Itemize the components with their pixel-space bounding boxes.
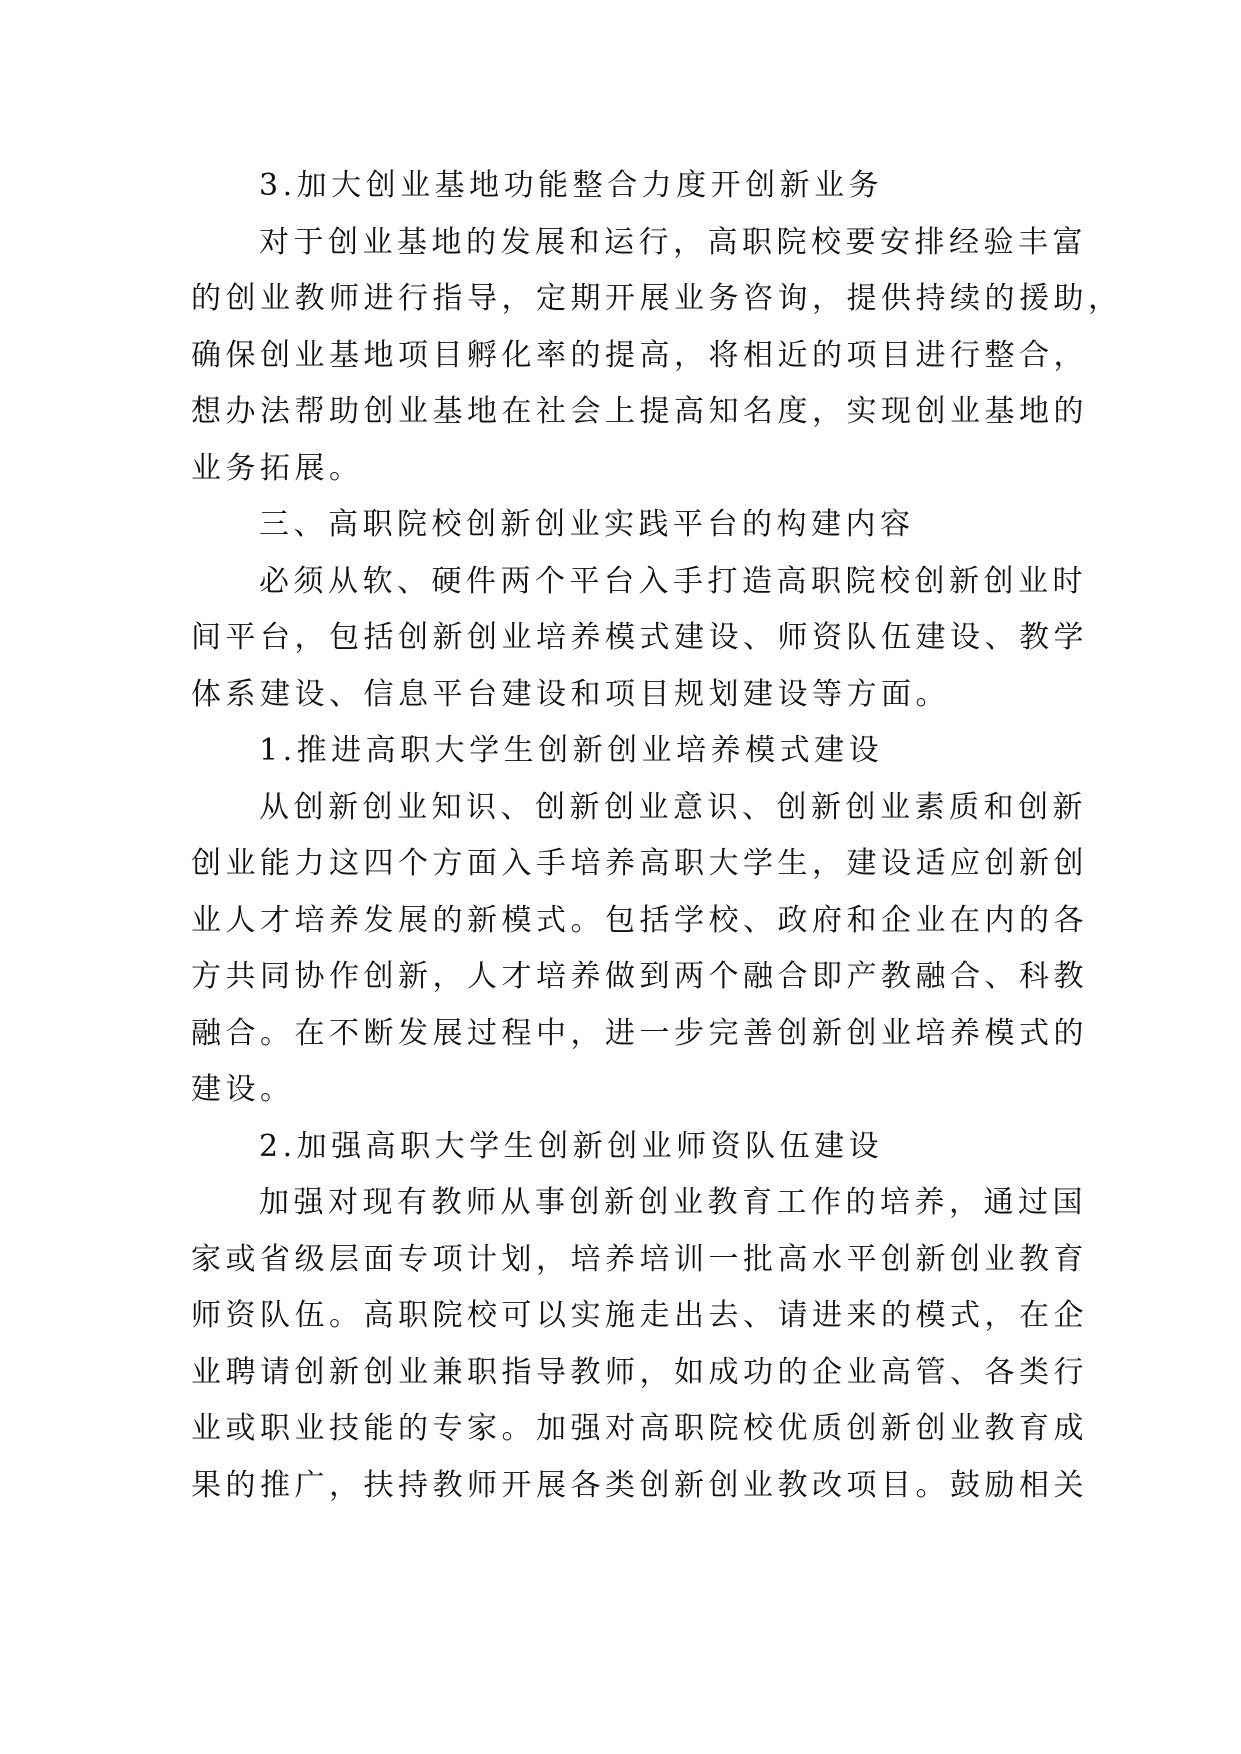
body-paragraph bbox=[191, 1175, 1088, 1514]
text-line: 必须从软、硬件两个平台入手打造高职院校创新创业时 bbox=[259, 563, 1087, 599]
document-body bbox=[191, 158, 1123, 1514]
text-line: 间平台，包括创新创业培养模式建设、师资队伍建设、教学 bbox=[191, 620, 1088, 655]
text-line: 师资队伍。高职院校可以实施走出去、请进来的模式，在企 bbox=[191, 1298, 1088, 1333]
text-line: 业人才培养发展的新模式。包括学校、政府和企业在内的各 bbox=[191, 902, 1088, 938]
text-line: 加强对现有教师从事创新创业教育工作的培养，通过国 bbox=[259, 1185, 1087, 1220]
text-line: 创业能力这四个方面入手培养高职大学生，建设适应创新创 bbox=[191, 846, 1088, 881]
text-line: 2.加强高职大学生创新创业师资队伍建设 bbox=[259, 1128, 884, 1164]
text-line: 业聘请创新创业兼职指导教师，如成功的企业高管、各类行 bbox=[191, 1354, 1088, 1390]
text-line: 确保创业基地项目孵化率的提高，将相近的项目进行整合， bbox=[191, 337, 1088, 373]
body-paragraph bbox=[191, 780, 1088, 1119]
section-heading-2 bbox=[191, 1119, 1054, 1176]
text-line: 3.加大创业基地功能整合力度开创新业务 bbox=[259, 168, 884, 203]
text-line: 的创业教师进行指导，定期开展业务咨询，提供持续的援助， bbox=[191, 281, 1123, 316]
text-line: 业务拓展。 bbox=[191, 450, 364, 486]
text-line: 想办法帮助创业基地在社会上提高知名度，实现创业基地的 bbox=[191, 394, 1088, 429]
text-line: 业或职业技能的专家。加强对高职院校优质创新创业教育成 bbox=[191, 1411, 1088, 1446]
text-line: 体系建设、信息平台建设和项目规划建设等方面。 bbox=[191, 676, 950, 712]
text-line: 建设。 bbox=[191, 1072, 295, 1107]
text-line: 三、高职院校创新创业实践平台的构建内容 bbox=[259, 507, 915, 542]
section-heading-1 bbox=[191, 723, 1054, 780]
text-line: 融合。在不断发展过程中，进一步完善创新创业培养模式的 bbox=[191, 1015, 1088, 1051]
text-line: 1.推进高职大学生创新创业培养模式建设 bbox=[259, 733, 884, 768]
body-paragraph bbox=[191, 554, 1088, 724]
text-line: 从创新创业知识、创新创业意识、创新创业素质和创新 bbox=[259, 789, 1087, 825]
text-line: 果的推广，扶持教师开展各类创新创业教改项目。鼓励相关 bbox=[191, 1467, 1088, 1503]
text-line: 家或省级层面专项计划，培养培训一批高水平创新创业教育 bbox=[191, 1241, 1088, 1277]
body-paragraph bbox=[191, 215, 1123, 498]
text-line: 对于创业基地的发展和运行，高职院校要安排经验丰富 bbox=[259, 224, 1087, 260]
chapter-heading-three bbox=[191, 497, 1054, 554]
text-line: 方共同协作创新，人才培养做到两个融合即产教融合、科教 bbox=[191, 959, 1088, 994]
section-heading-3 bbox=[191, 158, 1054, 215]
